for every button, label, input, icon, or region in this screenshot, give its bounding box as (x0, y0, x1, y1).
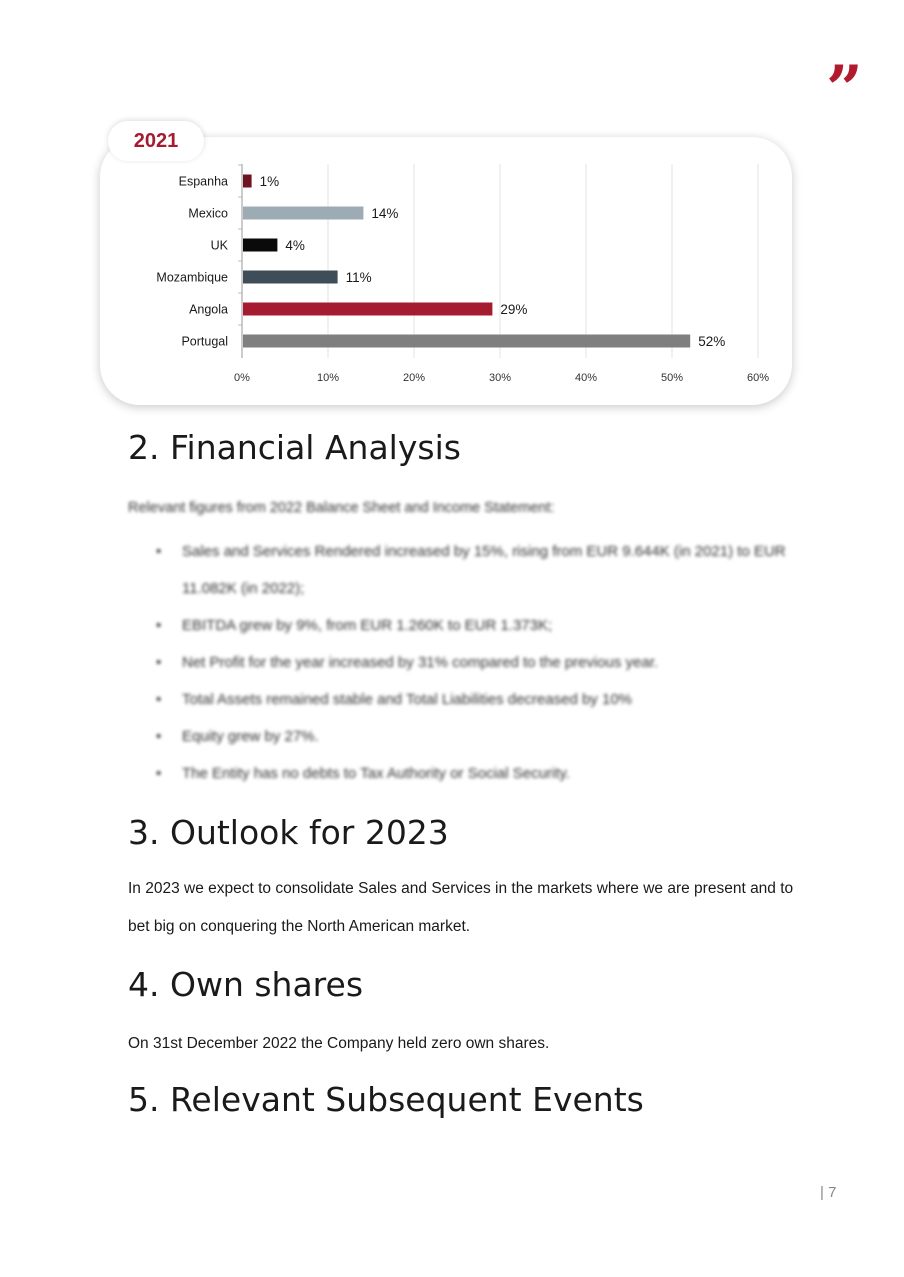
value-label: 4% (285, 238, 305, 253)
outlook-heading: 3. Outlook for 2023 (128, 813, 449, 852)
x-tick-label: 40% (574, 372, 598, 384)
subsequent-events-heading: 5. Relevant Subsequent Events (128, 1080, 644, 1119)
bar (243, 207, 363, 220)
x-tick-label: 0% (234, 372, 250, 384)
x-tick-label: 50% (660, 372, 684, 384)
value-label: 52% (698, 334, 726, 349)
bar (243, 303, 492, 316)
category-label: Mozambique (156, 270, 228, 285)
value-label: 11% (345, 270, 372, 285)
bar (243, 335, 690, 348)
value-label: 1% (259, 174, 280, 189)
brand-logo-icon: ” (826, 52, 863, 127)
own-shares-body: On 31st December 2022 the Company held zero own shares. (128, 1035, 550, 1052)
value-label: 29% (500, 302, 528, 317)
list-item: • Sales and Services Rendered increased by 15%, rising from EUR 9.644K (in 2021) to EUR 11.082K (in 2022); (150, 533, 800, 607)
financial-bullets (150, 533, 800, 792)
category-label: Mexico (188, 206, 228, 221)
bar (243, 271, 338, 284)
outlook-body: In 2023 we expect to consolidate Sales and Services in the markets where we are present and to bet big on conquering the North American market. (128, 880, 794, 935)
x-tick-label: 60% (746, 372, 770, 384)
financial-intro: Relevant figures from 2022 Balance Sheet and Income Statement: (128, 500, 555, 516)
category-label: Espanha (178, 174, 228, 189)
category-label: UK (210, 238, 228, 253)
list-item: • EBITDA grew by 9%, from EUR 1.260K to EUR 1.373K; (150, 607, 800, 644)
x-tick-label: 20% (402, 372, 426, 384)
bar-chart (0, 0, 904, 420)
x-tick-label: 30% (488, 372, 512, 384)
page-number: | 7 (820, 1184, 837, 1201)
own-shares-heading: 4. Own shares (128, 965, 364, 1004)
list-item: • Total Assets remained stable and Total Liabilities decreased by 10% (150, 681, 800, 718)
list-item: • Equity grew by 27%. (150, 718, 800, 755)
list-item: • The Entity has no debts to Tax Authority or Social Security. (150, 755, 800, 792)
financial-analysis-heading: 2. Financial Analysis (128, 428, 461, 467)
chart-year-tab: 2021 (108, 121, 204, 161)
x-tick-label: 10% (316, 372, 340, 384)
category-label: Portugal (181, 334, 228, 349)
bar (243, 239, 277, 252)
category-label: Angola (189, 302, 228, 317)
list-item: • Net Profit for the year increased by 31% compared to the previous year. (150, 644, 800, 681)
bar (243, 175, 252, 188)
value-label: 14% (371, 206, 399, 221)
